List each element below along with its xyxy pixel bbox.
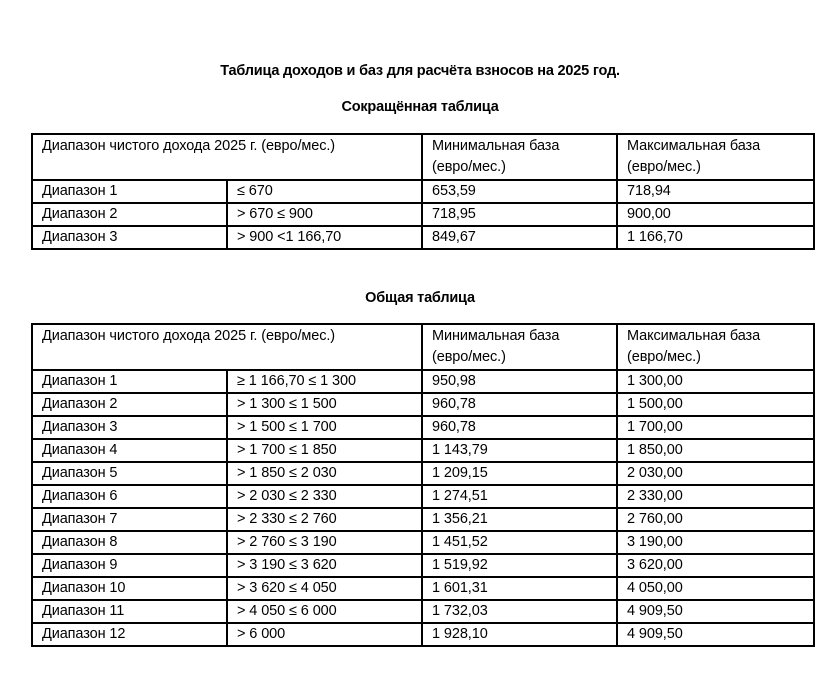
cell-range-name: Диапазон 7 bbox=[32, 508, 227, 531]
cell-min-base: 1 209,15 bbox=[422, 462, 617, 485]
short-table-title: Сокращённая таблица bbox=[341, 99, 499, 115]
table-row bbox=[32, 577, 814, 600]
cell-range-name: Диапазон 1 bbox=[32, 180, 227, 203]
header-min-base-unit: (евро/мес.) bbox=[432, 159, 506, 175]
cell-range-name: Диапазон 3 bbox=[32, 226, 227, 249]
cell-range-value: > 1 500 ≤ 1 700 bbox=[227, 416, 422, 439]
cell-max-base: 1 700,00 bbox=[617, 416, 814, 439]
header-max-base-unit: (евро/мес.) bbox=[627, 349, 701, 365]
header-income-range: Диапазон чистого дохода 2025 г. (евро/мес.) bbox=[32, 324, 422, 370]
table-row bbox=[32, 180, 814, 203]
cell-range-name: Диапазон 1 bbox=[32, 370, 227, 393]
cell-min-base: 849,67 bbox=[422, 226, 617, 249]
header-min-base-label: Минимальная база bbox=[432, 138, 560, 154]
cell-min-base: 1 732,03 bbox=[422, 600, 617, 623]
cell-range-value: > 3 620 ≤ 4 050 bbox=[227, 577, 422, 600]
general-table bbox=[31, 323, 815, 647]
header-max-base-unit: (евро/мес.) bbox=[627, 159, 701, 175]
header-min-base-label: Минимальная база bbox=[432, 328, 560, 344]
cell-range-value: > 2 330 ≤ 2 760 bbox=[227, 508, 422, 531]
cell-max-base: 1 166,70 bbox=[617, 226, 814, 249]
cell-min-base: 1 356,21 bbox=[422, 508, 617, 531]
table-row bbox=[32, 485, 814, 508]
cell-range-name: Диапазон 4 bbox=[32, 439, 227, 462]
cell-min-base: 653,59 bbox=[422, 180, 617, 203]
table-row bbox=[32, 623, 814, 646]
header-min-base-unit: (евро/мес.) bbox=[432, 349, 506, 365]
cell-range-value: > 900 <1 166,70 bbox=[227, 226, 422, 249]
cell-range-name: Диапазон 2 bbox=[32, 203, 227, 226]
short-table bbox=[31, 133, 815, 250]
cell-max-base: 2 760,00 bbox=[617, 508, 814, 531]
cell-range-name: Диапазон 12 bbox=[32, 623, 227, 646]
cell-min-base: 1 519,92 bbox=[422, 554, 617, 577]
cell-max-base: 3 620,00 bbox=[617, 554, 814, 577]
cell-range-value: > 4 050 ≤ 6 000 bbox=[227, 600, 422, 623]
table-row bbox=[32, 393, 814, 416]
header-max-base-label: Максимальная база bbox=[627, 138, 761, 154]
table-row bbox=[32, 439, 814, 462]
cell-min-base: 1 601,31 bbox=[422, 577, 617, 600]
cell-max-base: 1 850,00 bbox=[617, 439, 814, 462]
cell-range-value: > 1 300 ≤ 1 500 bbox=[227, 393, 422, 416]
cell-max-base: 1 300,00 bbox=[617, 370, 814, 393]
cell-range-value: > 2 760 ≤ 3 190 bbox=[227, 531, 422, 554]
cell-range-name: Диапазон 11 bbox=[32, 600, 227, 623]
cell-min-base: 1 274,51 bbox=[422, 485, 617, 508]
table-row bbox=[32, 370, 814, 393]
cell-min-base: 1 143,79 bbox=[422, 439, 617, 462]
cell-max-base: 4 050,00 bbox=[617, 577, 814, 600]
cell-max-base: 4 909,50 bbox=[617, 623, 814, 646]
cell-max-base: 900,00 bbox=[617, 203, 814, 226]
cell-min-base: 1 451,52 bbox=[422, 531, 617, 554]
cell-range-value: > 1 850 ≤ 2 030 bbox=[227, 462, 422, 485]
cell-range-value: ≤ 670 bbox=[227, 180, 422, 203]
cell-max-base: 2 030,00 bbox=[617, 462, 814, 485]
table-row bbox=[32, 508, 814, 531]
document-title: Таблица доходов и баз для расчёта взносов на 2025 год. bbox=[220, 63, 620, 79]
table-header-row bbox=[32, 324, 814, 370]
cell-range-name: Диапазон 10 bbox=[32, 577, 227, 600]
table-row bbox=[32, 554, 814, 577]
cell-range-value: ≥ 1 166,70 ≤ 1 300 bbox=[227, 370, 422, 393]
cell-max-base: 718,94 bbox=[617, 180, 814, 203]
cell-max-base: 4 909,50 bbox=[617, 600, 814, 623]
table-row bbox=[32, 531, 814, 554]
cell-range-name: Диапазон 9 bbox=[32, 554, 227, 577]
cell-range-value: > 3 190 ≤ 3 620 bbox=[227, 554, 422, 577]
cell-range-name: Диапазон 6 bbox=[32, 485, 227, 508]
cell-max-base: 1 500,00 bbox=[617, 393, 814, 416]
header-min-base bbox=[422, 134, 617, 180]
cell-min-base: 1 928,10 bbox=[422, 623, 617, 646]
cell-min-base: 960,78 bbox=[422, 393, 617, 416]
table-row bbox=[32, 226, 814, 249]
general-table-title: Общая таблица bbox=[365, 290, 475, 306]
header-max-base-label: Максимальная база bbox=[627, 328, 761, 344]
cell-range-value: > 6 000 bbox=[227, 623, 422, 646]
cell-range-name: Диапазон 5 bbox=[32, 462, 227, 485]
cell-min-base: 960,78 bbox=[422, 416, 617, 439]
cell-min-base: 950,98 bbox=[422, 370, 617, 393]
table-row bbox=[32, 203, 814, 226]
cell-range-value: > 670 ≤ 900 bbox=[227, 203, 422, 226]
cell-max-base: 3 190,00 bbox=[617, 531, 814, 554]
cell-max-base: 2 330,00 bbox=[617, 485, 814, 508]
cell-range-name: Диапазон 2 bbox=[32, 393, 227, 416]
cell-range-value: > 2 030 ≤ 2 330 bbox=[227, 485, 422, 508]
table-row bbox=[32, 416, 814, 439]
cell-range-name: Диапазон 8 bbox=[32, 531, 227, 554]
header-max-base bbox=[617, 324, 814, 370]
table-row bbox=[32, 462, 814, 485]
cell-min-base: 718,95 bbox=[422, 203, 617, 226]
header-income-range: Диапазон чистого дохода 2025 г. (евро/мес.) bbox=[32, 134, 422, 180]
cell-range-name: Диапазон 3 bbox=[32, 416, 227, 439]
table-row bbox=[32, 600, 814, 623]
header-min-base bbox=[422, 324, 617, 370]
header-max-base bbox=[617, 134, 814, 180]
cell-range-value: > 1 700 ≤ 1 850 bbox=[227, 439, 422, 462]
table-header-row bbox=[32, 134, 814, 180]
